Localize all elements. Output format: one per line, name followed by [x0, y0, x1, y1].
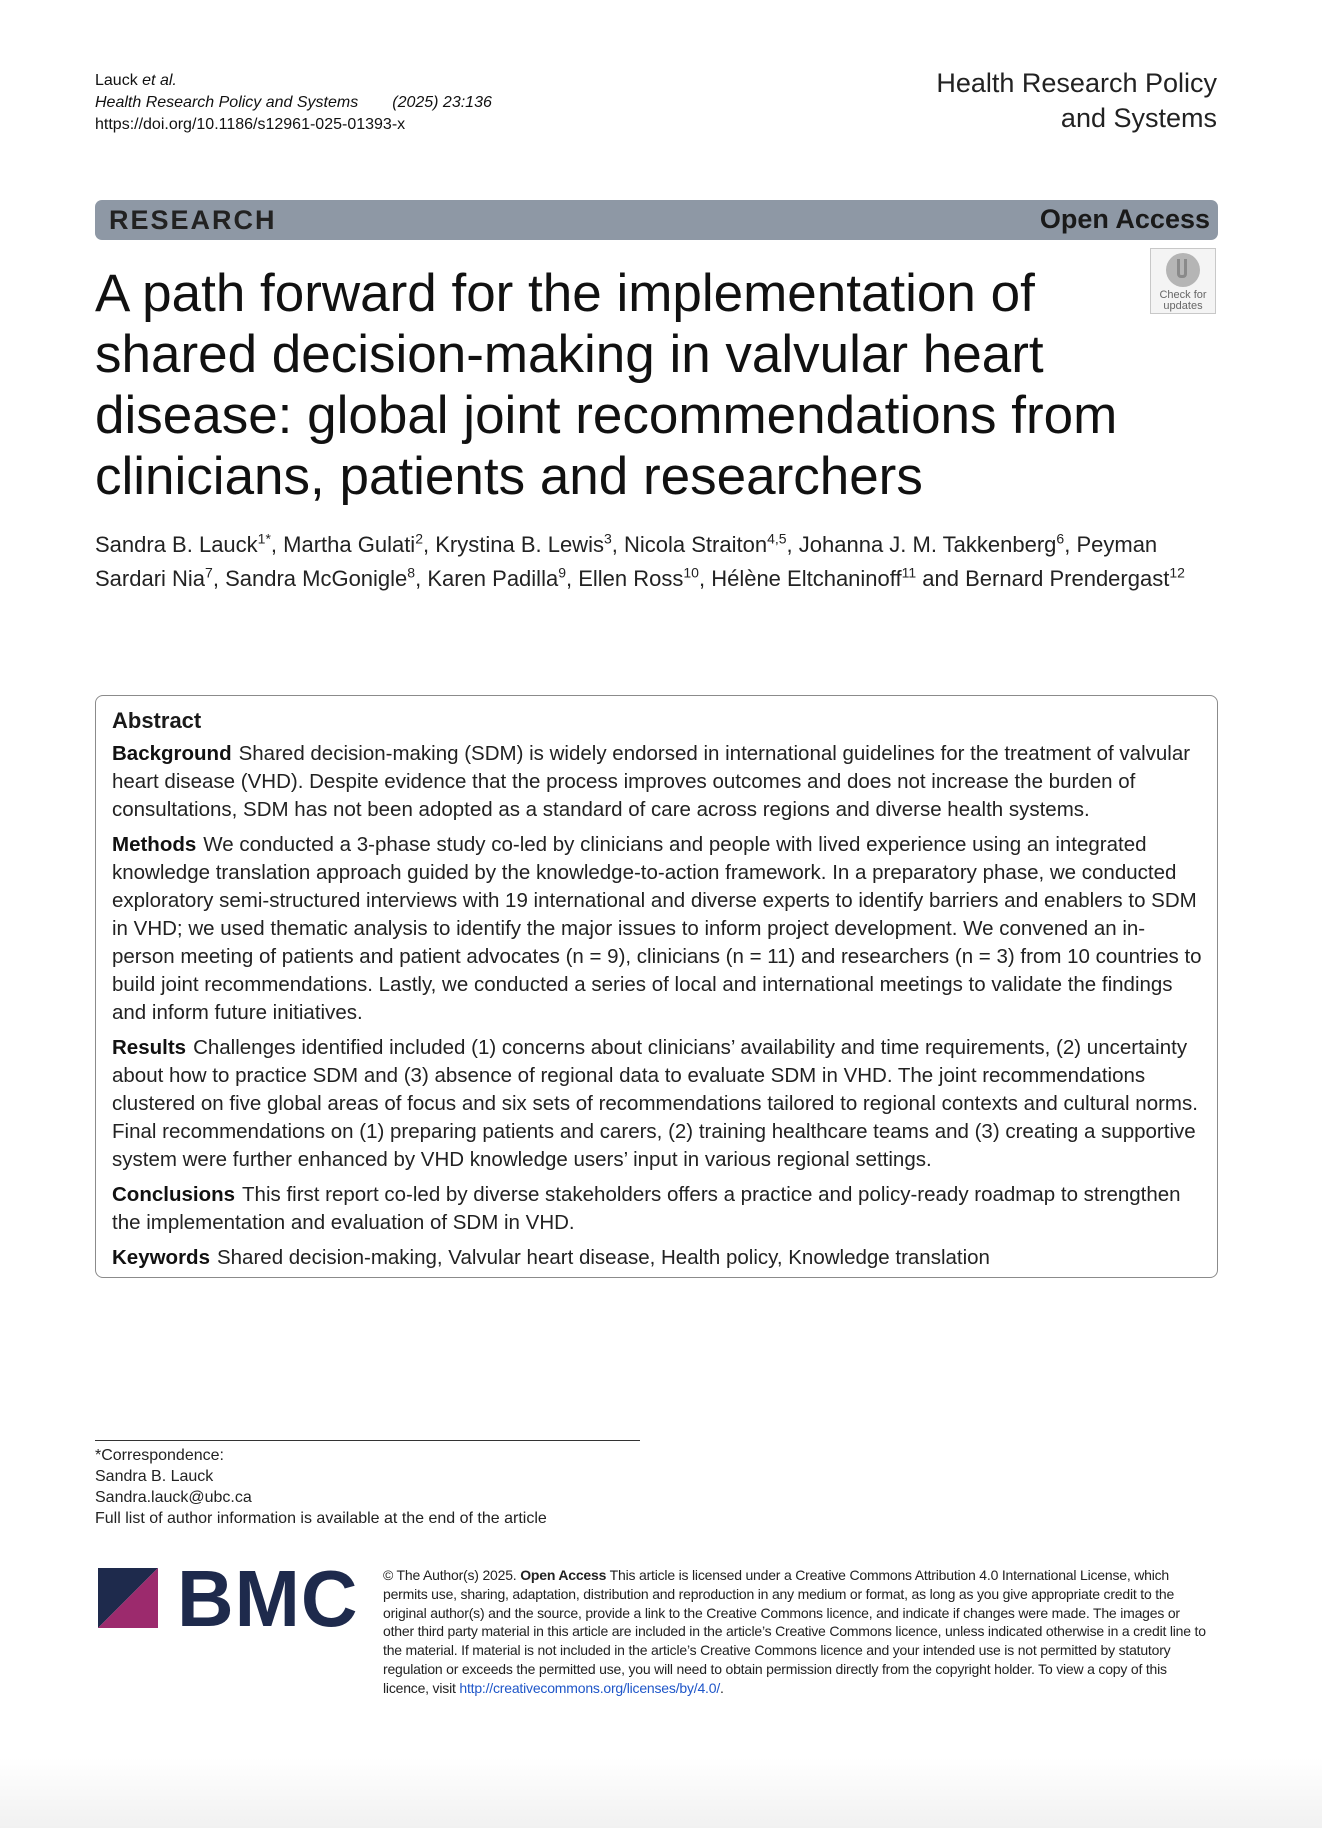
abstract-box: [95, 695, 1218, 1278]
author-separator: ,: [786, 532, 799, 557]
affiliation-marker: 7: [205, 564, 213, 581]
affiliation-marker: 3: [603, 530, 612, 547]
article-title: A path forward for the implementation of shared decision-making in valvular heart disease: global joint recommendations from clinicians, patients and researchers: [95, 264, 1118, 506]
abstract-section-methods: [112, 831, 1202, 1027]
abstract-section-label: Results: [112, 1036, 187, 1059]
abstract-section-text: Challenges identified included (1) concerns about clinicians’ availability and time requirements, (2) uncertainty about how to practice SDM and (3) absence of regional data to evaluate SDM in VHD. The joint recommendations clustered on five global areas of focus and six sets of recommendations tailored to regional contexts and cultural norms. Final recommendations on (1) preparing patients and carers, (2) training healthcare teams and (3) creating a supportive system were further enhanced by VHD knowledge users’ input in various regional settings.: [112, 1036, 1198, 1171]
author-list: [95, 528, 1195, 596]
abstract-section-text: This first report co-led by diverse stakeholders offers a practice and policy-ready roadmap to strengthen the implementation and evaluation of SDM in VHD.: [112, 1183, 1181, 1234]
license-text: This article is licensed under a Creative Commons Attribution 4.0 International License, which permits use, sharing, adaptation, distribution and reproduction in any medium or format, as long as you give appropriate credit to the original author(s) and the source, provide a link to the Creative Commons licence, and indicate if changes were made. The images or other third party material in this article are included in the article’s Creative Commons licence, unless indicated otherwise in a credit line to the material. If material is not included in the article’s Creative Commons licence and your intended use is not permitted by statutory regulation or exceeds the permitted use, you will need to obtain permission directly from the copyright holder. To view a copy of this licence, visit: [383, 1567, 1206, 1696]
article-type-banner: [95, 200, 1218, 240]
check-for-updates-text: [1151, 290, 1215, 312]
author-name: Sandra McGonigle: [225, 566, 408, 591]
journal-citation: Health Research Policy and Systems: [95, 94, 359, 111]
affiliation-marker: 9: [558, 564, 566, 581]
author-name: Nicola Straiton: [624, 532, 768, 557]
badge-line1: Check for: [1159, 289, 1207, 301]
author-separator: ,: [611, 532, 624, 557]
author-separator: and: [916, 566, 966, 591]
correspondence: [95, 1440, 640, 1529]
abstract-section-label: Background: [112, 742, 232, 765]
abstract-section-text: We conducted a 3-phase study co-led by clinicians and people with lived experience using an integrated knowledge translation approach guided by the knowledge-to-action framework. In a preparatory phase, we conducted exploratory semi-structured interviews with 19 international and diverse experts to identify barriers and enablers to SDM in VHD; we used thematic analysis to identify the major issues to inform project development. We convened an in-person meeting of patients and patient advocates (n = 9), clinicians (n = 11) and researchers (n = 3) from 10 countries to build joint recommendations. Lastly, we conducted a series of local and international meetings to validate the findings and inform future initiatives.: [112, 833, 1202, 1024]
license-open-access: Open Access: [520, 1567, 607, 1583]
license-link[interactable]: http://creativecommons.org/licenses/by/4.0/: [459, 1679, 721, 1696]
abstract-section-text: Shared decision-making (SDM) is widely endorsed in international guidelines for the treatment of valvular heart disease (VHD). Despite evidence that the process improves outcomes and does not increase the burden of consultations, SDM has not been adopted as a standard of care across regions and diverse health systems.: [112, 742, 1191, 821]
license-statement: [383, 1566, 1213, 1698]
author-name: Sandra B. Lauck: [95, 532, 258, 557]
affiliation-marker: 4,5: [767, 530, 787, 547]
copyright: © The Author(s) 2025.: [383, 1567, 517, 1583]
author-name: Karen Padilla: [427, 566, 559, 591]
page-bottom-shade: [0, 1758, 1322, 1828]
author-info-note: Full list of author information is available at the end of the article: [95, 1510, 547, 1527]
affiliation-marker: 8: [407, 564, 416, 581]
author-separator: ,: [423, 532, 436, 557]
correspondence-email[interactable]: Sandra.lauck@ubc.ca: [95, 1489, 252, 1506]
author-line: [95, 70, 492, 92]
bmc-logo-icon: [98, 1568, 160, 1630]
abstract-section-label: Keywords: [112, 1246, 210, 1269]
affiliation-marker: 1*: [257, 530, 271, 547]
author-separator: ,: [566, 566, 579, 591]
abstract-sections: [112, 740, 1202, 1272]
abstract-section-background: [112, 740, 1202, 824]
doi-link[interactable]: https://doi.org/10.1186/s12961-025-01393-x: [95, 116, 406, 133]
author-name: Peyman Sardari Nia: [95, 532, 1158, 591]
abstract-section-results: [112, 1034, 1202, 1174]
author-separator: ,: [212, 566, 226, 591]
author-name: Ellen Ross: [578, 566, 684, 591]
first-author: Lauck: [95, 72, 138, 89]
abstract-section-label: Conclusions: [112, 1183, 236, 1206]
abstract-section-label: Methods: [112, 833, 197, 856]
author-name: Hélène Eltchaninoff: [711, 566, 902, 591]
citation-header: [95, 70, 492, 136]
affiliation-marker: 10: [683, 564, 699, 581]
author-name: Krystina B. Lewis: [435, 532, 604, 557]
abstract-section-conclusions: [112, 1181, 1202, 1237]
open-access-label: Open Access: [1039, 204, 1210, 234]
author-separator: ,: [270, 532, 284, 557]
affiliation-marker: 11: [901, 564, 917, 581]
et-al: et al.: [142, 72, 177, 89]
author-separator: ,: [1064, 532, 1077, 557]
bookmark-icon: [1166, 253, 1200, 287]
affiliation-marker: 2: [415, 530, 423, 547]
correspondence-name: Sandra B. Lauck: [95, 1468, 214, 1485]
affiliation-marker: 12: [1169, 564, 1185, 581]
abstract-section-text: Shared decision-making, Valvular heart disease, Health policy, Knowledge translation: [216, 1246, 990, 1269]
license-end: .: [720, 1679, 724, 1696]
correspondence-label: *Correspondence:: [95, 1447, 224, 1464]
abstract-section-keywords: [112, 1244, 1202, 1272]
journal-name-line1: Health Research Policy: [936, 68, 1217, 98]
abstract-heading: Abstract: [112, 708, 202, 733]
author-name: Martha Gulati: [283, 532, 416, 557]
check-for-updates-badge[interactable]: [1150, 248, 1216, 314]
journal-name-line2: and Systems: [1060, 103, 1217, 133]
year-volume: (2025) 23:136: [392, 94, 492, 111]
article-type: RESEARCH: [109, 205, 277, 235]
affiliation-marker: 6: [1056, 530, 1065, 547]
author-name: Bernard Prendergast: [965, 566, 1170, 591]
badge-line2: updates: [1163, 300, 1203, 312]
author-separator: ,: [415, 566, 428, 591]
journal-citation-line: [95, 92, 492, 114]
author-separator: ,: [698, 566, 712, 591]
bmc-logo-text: BMC: [177, 1554, 359, 1643]
journal-name: [936, 66, 1217, 136]
author-name: Johanna J. M. Takkenberg: [798, 532, 1057, 557]
